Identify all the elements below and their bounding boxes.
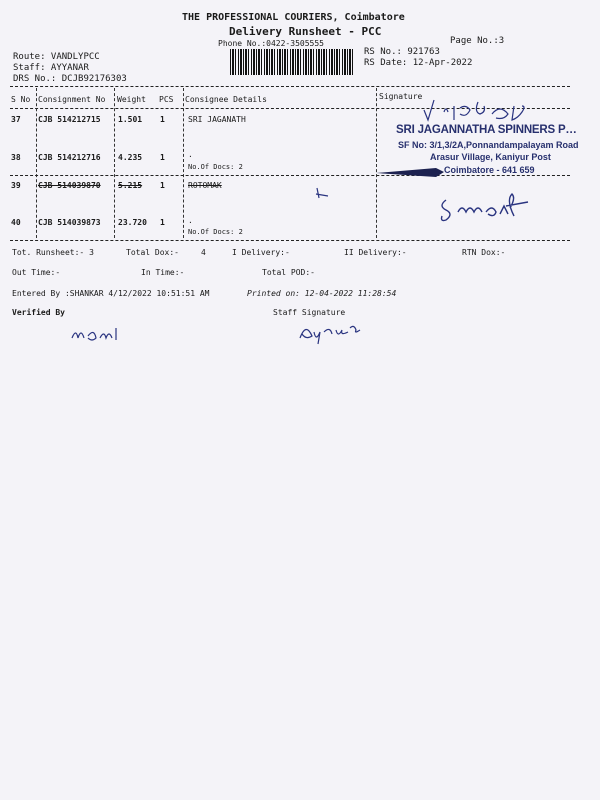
page-number: Page No.:3 bbox=[450, 36, 505, 46]
table-row-consignment: CJB 514039873 bbox=[38, 218, 101, 227]
stamp-city: Coimbatore - 641 659 bbox=[444, 165, 535, 175]
table-row-consignment: CJB 514212716 bbox=[38, 153, 101, 162]
rs-number: RS No.: 921763 bbox=[364, 47, 440, 57]
table-row-docs: No.Of Docs: 2 bbox=[188, 163, 243, 171]
col-header-consignee: Consignee Details bbox=[185, 95, 267, 104]
table-row-consignee: ROTOMAK bbox=[188, 181, 222, 190]
table-row-pcs: 1 bbox=[160, 153, 165, 162]
table-row-consignment: CJB 514039870 bbox=[38, 181, 101, 190]
staff-signature bbox=[296, 318, 362, 346]
table-row-consignment: CJB 514212715 bbox=[38, 115, 101, 124]
col-header-signature: Signature bbox=[379, 92, 423, 101]
ink-mark bbox=[312, 186, 332, 202]
table-row-sno: 37 bbox=[11, 115, 21, 124]
stamp-village: Arasur Village, Kaniyur Post bbox=[430, 152, 551, 162]
column-separator bbox=[183, 88, 184, 238]
printed-on: Printed on: 12-04-2022 11:28:54 bbox=[247, 289, 397, 298]
table-row-pcs: 1 bbox=[160, 115, 165, 124]
column-separator bbox=[36, 88, 37, 238]
table-row-weight: 23.720 bbox=[118, 218, 147, 227]
total-dox-label: Total Dox:- bbox=[126, 248, 179, 257]
stamp-address: SF No: 3/1,3/2A,Ponnandampalayam Road bbox=[398, 140, 579, 150]
in-time: In Time:- bbox=[141, 268, 185, 277]
phone-number: Phone No.:0422-3505555 bbox=[218, 39, 324, 48]
table-row-pcs: 1 bbox=[160, 181, 165, 190]
table-row-consignee: . bbox=[188, 216, 193, 225]
divider bbox=[10, 240, 570, 241]
entered-by: Entered By :SHANKAR 4/12/2022 10:51:51 AM bbox=[12, 289, 210, 298]
table-row-sno: 40 bbox=[11, 218, 21, 227]
verified-by: Verified By bbox=[12, 308, 65, 317]
table-row-weight: 5.215 bbox=[118, 181, 143, 190]
table-row-docs: No.Of Docs: 2 bbox=[188, 228, 243, 236]
col-header-pcs: PCS bbox=[159, 95, 174, 104]
table-row-sno: 39 bbox=[11, 181, 21, 190]
total-runsheet: Tot. Runsheet:- 3 bbox=[12, 248, 94, 257]
rs-date: RS Date: 12-Apr-2022 bbox=[364, 58, 473, 68]
company-name: THE PROFESSIONAL COURIERS, Coimbatore bbox=[182, 12, 405, 23]
column-separator bbox=[114, 88, 115, 238]
out-time: Out Time:- bbox=[12, 268, 61, 277]
staff-signature-label: Staff Signature bbox=[273, 308, 346, 317]
verifier-signature bbox=[68, 322, 124, 346]
column-separator bbox=[376, 88, 377, 238]
drs-number: DRS No.: DCJB92176303 bbox=[13, 74, 127, 84]
table-row-sno: 38 bbox=[11, 153, 21, 162]
route: Route: VANDLYPCC bbox=[13, 52, 100, 62]
table-row-consignee: SRI JAGANATH bbox=[188, 115, 246, 124]
i-delivery: I Delivery:- bbox=[232, 248, 290, 257]
signature-handwritten bbox=[436, 190, 536, 230]
table-row-weight: 1.501 bbox=[118, 115, 143, 124]
company-stamp bbox=[382, 120, 594, 190]
total-pod: Total POD:- bbox=[262, 268, 315, 277]
total-dox-value: 4 bbox=[201, 248, 206, 257]
col-header-sno: S No bbox=[11, 95, 31, 104]
staff: Staff: AYYANAR bbox=[13, 63, 89, 73]
barcode bbox=[230, 49, 354, 75]
ii-delivery: II Delivery:- bbox=[344, 248, 407, 257]
table-row-weight: 4.235 bbox=[118, 153, 143, 162]
signature-scribble-top bbox=[420, 96, 570, 128]
table-row-pcs: 1 bbox=[160, 218, 165, 227]
col-header-weight: Weight bbox=[117, 95, 146, 104]
rtn-dox: RTN Dox:- bbox=[462, 248, 506, 257]
stamp-company: SRI JAGANNATHA SPINNERS P… bbox=[396, 124, 577, 136]
runsheet-title: Delivery Runsheet - PCC bbox=[229, 25, 382, 38]
divider bbox=[10, 86, 570, 87]
col-header-consignment: Consignment No bbox=[38, 95, 106, 104]
stamp-ink-smudge bbox=[376, 165, 446, 179]
table-row-consignee: . bbox=[188, 150, 193, 159]
